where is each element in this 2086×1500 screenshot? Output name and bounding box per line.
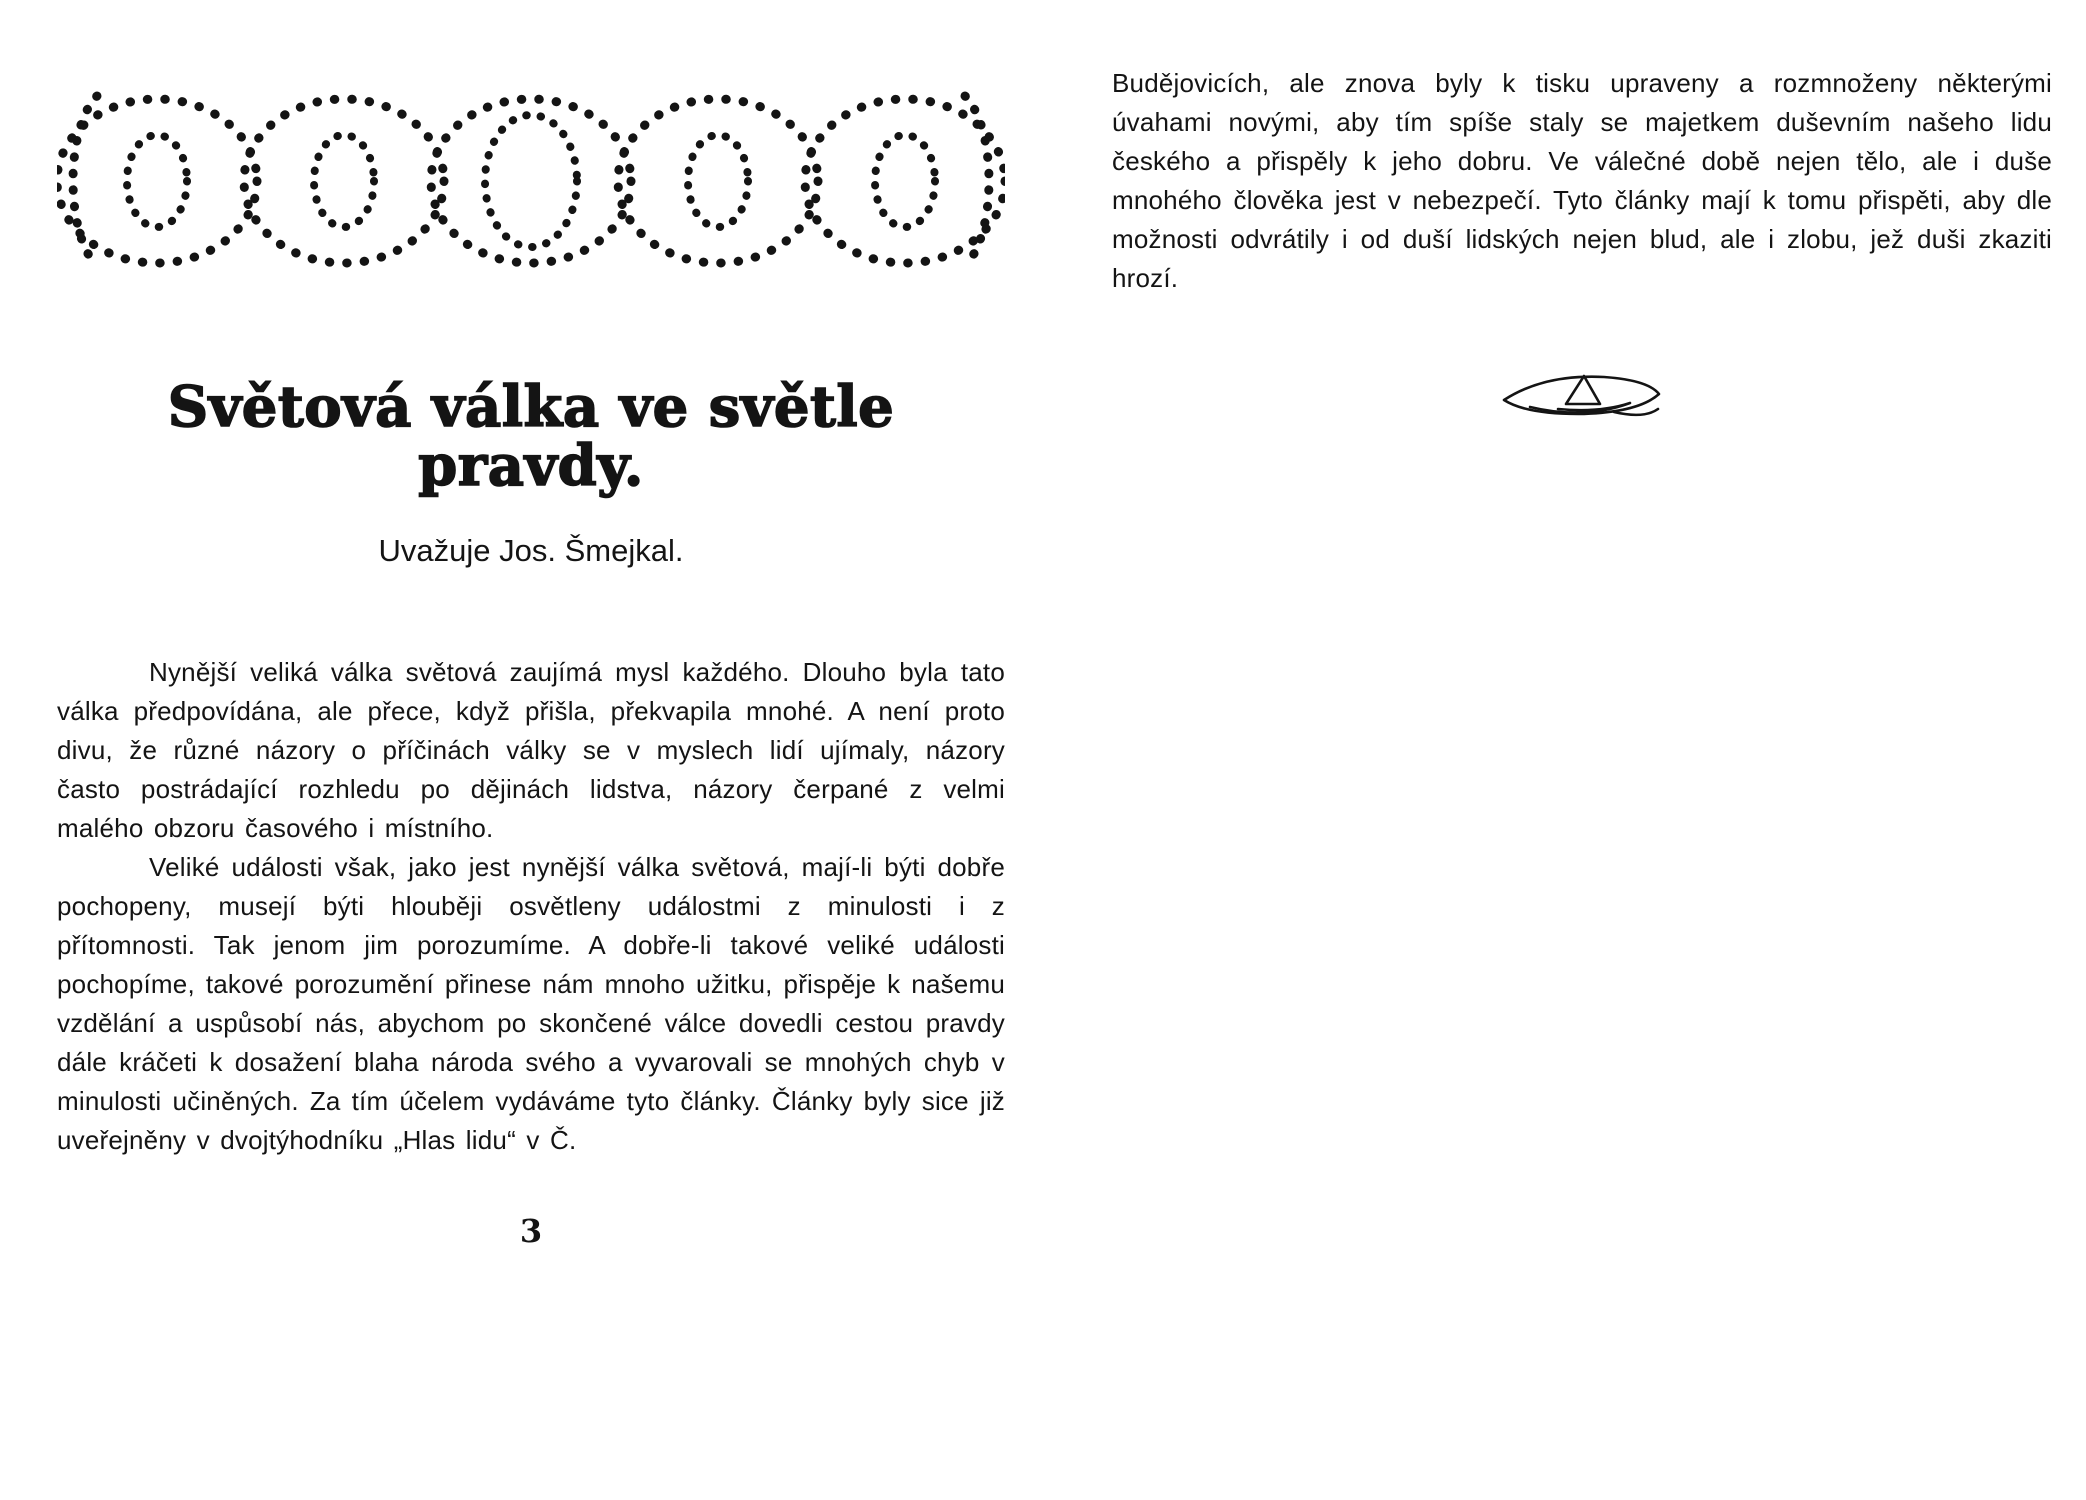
header-ornament (57, 86, 1005, 276)
left-body-text (57, 653, 1005, 1160)
page-subtitle: Uvažuje Jos. Šmejkal. (378, 533, 684, 569)
body-paragraph: Nynější veliká válka světová zaujímá mysl každého. Dlouho byla tato válka předpovídána, ale přece, když přišla, překvapila mnohé. A není proto divu, že různé názory o příčinách války se v myslech lidí ujímaly, názory často postrádající rozhledu po dějinách lidstva, názory čerpané z velmi malého obzoru časového i místního. (57, 657, 1005, 844)
body-paragraph: Budějovicích, ale znova byly k tisku upraveny a rozmnoženy některými úvahami novými, aby tím spíše staly se majetkem duševním našeho lidu českého a přispěly k jeho dobru. Ve válečné době nejen tělo, ale i duše mnohého člověka jest v nebezpečí. Tyto články mají k tomu přispěti, aby dle možnosti odvrátily i od duší lidských nejen blud, ale i zlobu, jež duši zkaziti hrozí. (1112, 68, 2052, 293)
dotted-rings-ornament-icon (57, 86, 1005, 276)
right-body-text (1112, 64, 2052, 298)
body-paragraph: Veliké události však, jako jest nynější válka světová, mají-li býti dobře pochopeny, musejí býti hlouběji osvětleny událostmi z minulosti i z přítomnosti. Tak jenom jim porozumíme. A dobře-li takové veliké události pochopíme, takové porozumění přinese nám mnoho užitku, přispěje k našemu vzdělání a uspůsobí nás, abychom po skončené válce dovedli cestou pravdy dále kráčeti k dosažení blaha národa svého a vyvarovali se mnohých chyb v minulosti učiněných. Za tím účelem vydáváme tyto články. Články byly sice již uveřejněny v dvojtýhodníku „Hlas lidu“ v Č. (57, 852, 1005, 1156)
left-page (57, 0, 1005, 1250)
printer-flourish-ornament-icon (1496, 362, 1668, 426)
section-end-flourish (1112, 362, 2052, 431)
page-title: Světová válka ve světle pravdy. (167, 374, 895, 499)
right-page (1112, 0, 2052, 431)
page-number: 3 (519, 1212, 543, 1251)
